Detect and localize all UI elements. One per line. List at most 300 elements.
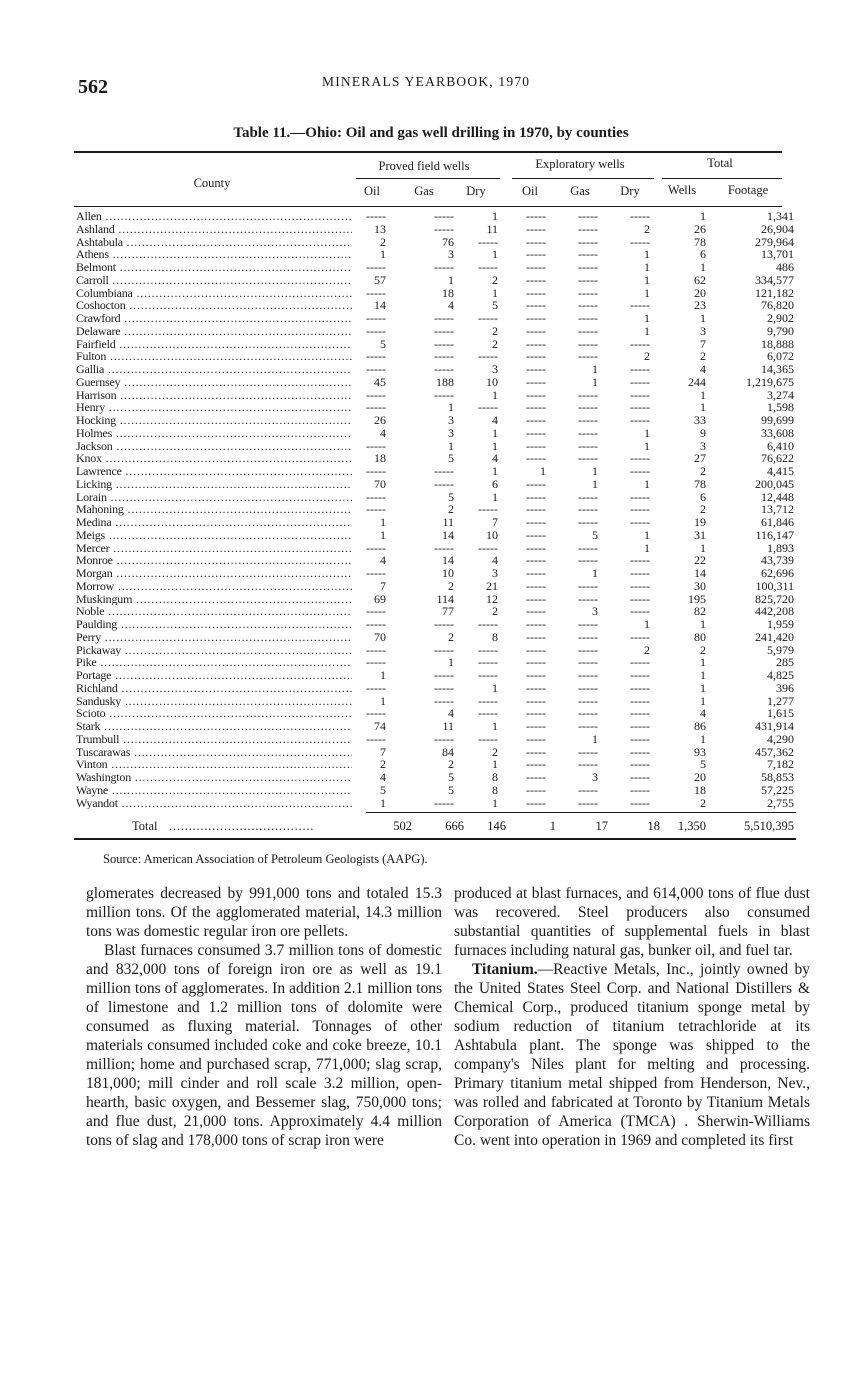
cell-footage: 57,225 bbox=[761, 782, 794, 797]
header-exp-gas: Gas bbox=[570, 184, 590, 198]
table-row bbox=[74, 491, 796, 504]
cell-exp-dry: 1 bbox=[644, 425, 650, 440]
cell-oil: 4 bbox=[380, 425, 386, 440]
cell-exp-oil: ----- bbox=[526, 629, 546, 644]
cell-footage: 9,790 bbox=[767, 323, 794, 338]
cell-exp-gas: 1 bbox=[592, 476, 598, 491]
cell-dry: ----- bbox=[478, 693, 498, 708]
cell-exp-oil: ----- bbox=[526, 757, 546, 772]
cell-exp-gas: ----- bbox=[578, 515, 598, 529]
cell-oil: ----- bbox=[366, 731, 386, 746]
header-exp-oil: Oil bbox=[522, 184, 538, 198]
cell-exp-oil: ----- bbox=[526, 400, 546, 415]
cell-exp-dry: ----- bbox=[630, 706, 650, 721]
cell-exp-gas: ----- bbox=[578, 413, 598, 427]
cell-oil: ----- bbox=[366, 387, 386, 402]
cell-exp-gas: 1 bbox=[592, 731, 598, 746]
county-name: Harrison ..... bbox=[76, 389, 352, 402]
cell-wells: 4 bbox=[700, 706, 706, 721]
cell-oil: 1 bbox=[380, 247, 386, 262]
county-name: Trumbull ..... bbox=[76, 733, 352, 746]
cell-dry: 2 bbox=[492, 272, 498, 287]
cell-dry: 3 bbox=[492, 566, 498, 580]
cell-wells: 86 bbox=[694, 719, 706, 733]
cell-dry: 2 bbox=[492, 336, 498, 351]
cell-footage: 121,182 bbox=[755, 285, 794, 300]
cell-exp-gas: ----- bbox=[578, 425, 598, 440]
cell-wells: 20 bbox=[694, 770, 706, 784]
cell-gas: ----- bbox=[434, 795, 454, 810]
cell-exp-dry: ----- bbox=[630, 591, 650, 606]
cell-exp-oil: ----- bbox=[526, 706, 546, 721]
cell-gas: 5 bbox=[448, 770, 454, 784]
table-row bbox=[74, 593, 796, 606]
cell-exp-dry: 1 bbox=[644, 476, 650, 491]
cell-gas: ----- bbox=[434, 349, 454, 364]
cell-gas: 188 bbox=[436, 374, 454, 389]
county-name: Tuscarawas ..... bbox=[76, 746, 352, 759]
cell-footage: 76,820 bbox=[761, 298, 794, 313]
total-exp-gas: 17 bbox=[595, 819, 608, 833]
cell-exp-dry: ----- bbox=[630, 336, 650, 351]
county-name: Perry ..... bbox=[76, 631, 352, 644]
cell-wells: 7 bbox=[700, 336, 706, 351]
cell-exp-gas: ----- bbox=[578, 578, 598, 593]
cell-exp-dry: ----- bbox=[630, 387, 650, 402]
cell-gas: ----- bbox=[434, 476, 454, 491]
cell-gas: ----- bbox=[434, 464, 454, 478]
table-row bbox=[74, 720, 796, 733]
county-name: Fairfield ..... bbox=[76, 338, 352, 351]
cell-exp-dry: ----- bbox=[630, 209, 650, 223]
cell-exp-gas: ----- bbox=[578, 451, 598, 466]
cell-exp-gas: ----- bbox=[578, 311, 598, 325]
cell-gas: 3 bbox=[448, 425, 454, 440]
cell-exp-dry: ----- bbox=[630, 693, 650, 708]
cell-wells: 2 bbox=[700, 349, 706, 364]
cell-footage: 12,448 bbox=[761, 489, 794, 504]
cell-gas: 1 bbox=[448, 272, 454, 287]
county-name: Medina ..... bbox=[76, 516, 352, 529]
cell-wells: 3 bbox=[700, 438, 706, 453]
cell-dry: 10 bbox=[486, 374, 498, 389]
cell-dry: ----- bbox=[478, 655, 498, 670]
county-name: Wyandot ..... bbox=[76, 797, 352, 810]
county-name: Monroe ..... bbox=[76, 554, 352, 567]
table-title: Table 11.—Ohio: Oil and gas well drilling in 1970, by counties bbox=[233, 125, 629, 141]
county-name: Muskingum ..... bbox=[76, 593, 352, 606]
cell-footage: 4,290 bbox=[767, 731, 794, 746]
cell-exp-gas: ----- bbox=[578, 719, 598, 733]
cell-dry: ----- bbox=[478, 349, 498, 364]
table-row bbox=[74, 261, 796, 274]
cell-exp-oil: ----- bbox=[526, 476, 546, 491]
cell-exp-dry: ----- bbox=[630, 362, 650, 376]
cell-oil: ----- bbox=[366, 489, 386, 504]
cell-dry: ----- bbox=[478, 234, 498, 249]
cell-wells: 4 bbox=[700, 362, 706, 376]
table-row bbox=[74, 631, 796, 644]
cell-exp-oil: ----- bbox=[526, 234, 546, 249]
cell-footage: 1,341 bbox=[767, 209, 794, 223]
cell-gas: 1 bbox=[448, 655, 454, 670]
cell-exp-oil: ----- bbox=[526, 642, 546, 657]
cell-wells: 22 bbox=[694, 553, 706, 568]
cell-exp-gas: ----- bbox=[578, 489, 598, 504]
county-name: Pike ..... bbox=[76, 656, 352, 669]
cell-dry: ----- bbox=[478, 502, 498, 517]
table-row bbox=[74, 312, 796, 325]
cell-exp-dry: ----- bbox=[630, 770, 650, 784]
cell-exp-oil: ----- bbox=[526, 438, 546, 453]
cell-exp-gas: ----- bbox=[578, 693, 598, 708]
cell-gas: ----- bbox=[434, 668, 454, 682]
cell-oil: ----- bbox=[366, 680, 386, 695]
cell-dry: 7 bbox=[492, 515, 498, 529]
cell-wells: 1 bbox=[700, 731, 706, 746]
cell-footage: 58,853 bbox=[761, 770, 794, 784]
cell-dry: 1 bbox=[492, 285, 498, 300]
cell-exp-oil: ----- bbox=[526, 349, 546, 364]
cell-oil: ----- bbox=[366, 362, 386, 376]
cell-gas: 84 bbox=[442, 744, 454, 759]
table-row bbox=[74, 669, 796, 682]
right-paragraph-1: produced at blast furnaces, and 614,000 tons of flue dust was recovered. Steel producers also consumed substantial quantities of supplemental fuels in blast furnaces including natural gas, bunker oil, and fuel tar. bbox=[454, 885, 810, 959]
table-row bbox=[74, 529, 796, 542]
cell-exp-oil: ----- bbox=[526, 668, 546, 682]
cell-gas: ----- bbox=[434, 642, 454, 657]
cell-wells: 26 bbox=[694, 221, 706, 236]
cell-gas: ----- bbox=[434, 693, 454, 708]
cell-exp-dry: 2 bbox=[644, 349, 650, 364]
cell-wells: 31 bbox=[694, 527, 706, 542]
cell-exp-gas: ----- bbox=[578, 285, 598, 300]
cell-exp-oil: ----- bbox=[526, 387, 546, 402]
cell-exp-gas: ----- bbox=[578, 591, 598, 606]
cell-exp-oil: ----- bbox=[526, 770, 546, 784]
cell-gas: 76 bbox=[442, 234, 454, 249]
cell-footage: 334,577 bbox=[755, 272, 794, 287]
cell-dry: ----- bbox=[478, 668, 498, 682]
cell-dry: 11 bbox=[486, 221, 498, 236]
cell-footage: 43,739 bbox=[761, 553, 794, 568]
cell-exp-gas: 1 bbox=[592, 362, 598, 376]
cell-gas: 1 bbox=[448, 438, 454, 453]
cell-oil: ----- bbox=[366, 617, 386, 631]
cell-exp-dry: 1 bbox=[644, 285, 650, 300]
cell-oil: 1 bbox=[380, 515, 386, 529]
cell-exp-gas: ----- bbox=[578, 247, 598, 262]
county-name: Belmont ..... bbox=[76, 261, 352, 274]
cell-wells: 1 bbox=[700, 387, 706, 402]
cell-exp-oil: ----- bbox=[526, 272, 546, 287]
cell-dry: 1 bbox=[492, 795, 498, 810]
cell-oil: 45 bbox=[374, 374, 386, 389]
cell-exp-oil: ----- bbox=[526, 362, 546, 376]
cell-exp-gas: ----- bbox=[578, 349, 598, 364]
table-row bbox=[74, 363, 796, 376]
cell-footage: 825,720 bbox=[755, 591, 794, 606]
cell-oil: ----- bbox=[366, 400, 386, 415]
table-row bbox=[74, 784, 796, 797]
cell-wells: 33 bbox=[694, 413, 706, 427]
total-footage: 5,510,395 bbox=[744, 819, 794, 833]
cell-footage: 7,182 bbox=[767, 757, 794, 772]
cell-exp-oil: ----- bbox=[526, 515, 546, 529]
cell-dry: 21 bbox=[486, 578, 498, 593]
table-row bbox=[74, 746, 796, 759]
cell-gas: 1 bbox=[448, 400, 454, 415]
county-name: Licking ..... bbox=[76, 478, 352, 491]
cell-exp-gas: ----- bbox=[578, 234, 598, 249]
cell-oil: ----- bbox=[366, 464, 386, 478]
cell-oil: 57 bbox=[374, 272, 386, 287]
cell-exp-oil: ----- bbox=[526, 795, 546, 810]
cell-exp-gas: 5 bbox=[592, 527, 598, 542]
cell-exp-gas: ----- bbox=[578, 209, 598, 223]
cell-exp-gas: ----- bbox=[578, 221, 598, 236]
county-name: Morgan ..... bbox=[76, 567, 352, 580]
table-row bbox=[74, 274, 796, 287]
cell-exp-dry: ----- bbox=[630, 400, 650, 415]
cell-dry: 2 bbox=[492, 604, 498, 619]
cell-exp-dry: 1 bbox=[644, 438, 650, 453]
cell-exp-gas: ----- bbox=[578, 540, 598, 555]
cell-exp-oil: ----- bbox=[526, 502, 546, 517]
cell-exp-oil: ----- bbox=[526, 578, 546, 593]
cell-exp-dry: ----- bbox=[630, 578, 650, 593]
cell-exp-gas: ----- bbox=[578, 502, 598, 517]
table-row bbox=[74, 503, 796, 516]
cell-dry: ----- bbox=[478, 540, 498, 555]
cell-footage: 18,888 bbox=[761, 336, 794, 351]
cell-wells: 6 bbox=[700, 247, 706, 262]
county-name: Allen ..... bbox=[76, 210, 352, 223]
cell-gas: ----- bbox=[434, 680, 454, 695]
cell-exp-gas: ----- bbox=[578, 757, 598, 772]
table-row bbox=[74, 516, 796, 529]
cell-dry: 4 bbox=[492, 451, 498, 466]
table-row bbox=[74, 376, 796, 389]
cell-exp-dry: 1 bbox=[644, 617, 650, 631]
cell-footage: 61,846 bbox=[761, 515, 794, 529]
county-name: Delaware ..... bbox=[76, 325, 352, 338]
cell-footage: 33,608 bbox=[761, 425, 794, 440]
table-row bbox=[74, 210, 796, 223]
cell-exp-gas: ----- bbox=[578, 617, 598, 631]
table-row bbox=[74, 440, 796, 453]
cell-exp-gas: ----- bbox=[578, 680, 598, 695]
cell-wells: 1 bbox=[700, 680, 706, 695]
cell-exp-oil: ----- bbox=[526, 209, 546, 223]
total-dry: 146 bbox=[487, 819, 506, 833]
cell-footage: 76,622 bbox=[761, 451, 794, 466]
cell-footage: 6,410 bbox=[767, 438, 794, 453]
cell-gas: ----- bbox=[434, 209, 454, 223]
table-row bbox=[74, 567, 796, 580]
cell-exp-gas: ----- bbox=[578, 438, 598, 453]
cell-gas: ----- bbox=[434, 617, 454, 631]
county-name: Carroll ..... bbox=[76, 274, 352, 287]
table-row bbox=[74, 401, 796, 414]
cell-footage: 1,598 bbox=[767, 400, 794, 415]
cell-exp-gas: ----- bbox=[578, 298, 598, 313]
table-source-note: Source: American Association of Petroleum Geologists (AAPG). bbox=[103, 852, 428, 866]
cell-exp-dry: ----- bbox=[630, 502, 650, 517]
county-name: Wayne ..... bbox=[76, 784, 352, 797]
cell-footage: 1,893 bbox=[767, 540, 794, 555]
cell-footage: 1,219,675 bbox=[746, 374, 794, 389]
cell-exp-oil: ----- bbox=[526, 719, 546, 733]
cell-gas: 77 bbox=[442, 604, 454, 619]
cell-exp-dry: 2 bbox=[644, 642, 650, 657]
county-name: Scioto ..... bbox=[76, 707, 352, 720]
cell-gas: ----- bbox=[434, 323, 454, 338]
cell-exp-oil: ----- bbox=[526, 285, 546, 300]
table-body bbox=[74, 210, 796, 809]
cell-oil: 69 bbox=[374, 591, 386, 606]
cell-exp-dry: ----- bbox=[630, 234, 650, 249]
header-gas: Gas bbox=[414, 184, 434, 198]
cell-exp-gas: ----- bbox=[578, 744, 598, 759]
cell-wells: 14 bbox=[694, 566, 706, 580]
group-rule-proved bbox=[356, 178, 500, 179]
cell-wells: 1 bbox=[700, 260, 706, 274]
cell-exp-dry: ----- bbox=[630, 680, 650, 695]
table-row bbox=[74, 465, 796, 478]
cell-oil: ----- bbox=[366, 209, 386, 223]
cell-oil: ----- bbox=[366, 323, 386, 338]
cell-wells: 6 bbox=[700, 489, 706, 504]
cell-exp-oil: ----- bbox=[526, 566, 546, 580]
right-column-text bbox=[454, 884, 810, 1150]
county-name: Henry ..... bbox=[76, 401, 352, 414]
titanium-heading: Titanium. bbox=[472, 961, 538, 978]
cell-gas: 18 bbox=[442, 285, 454, 300]
cell-oil: 5 bbox=[380, 336, 386, 351]
cell-exp-oil: ----- bbox=[526, 336, 546, 351]
cell-exp-dry: ----- bbox=[630, 744, 650, 759]
cell-gas: 11 bbox=[442, 719, 454, 733]
cell-exp-oil: ----- bbox=[526, 655, 546, 670]
cell-exp-gas: ----- bbox=[578, 260, 598, 274]
cell-exp-dry: 1 bbox=[644, 272, 650, 287]
total-exp-dry: 18 bbox=[647, 819, 660, 833]
county-name: Lorain ..... bbox=[76, 491, 352, 504]
cell-exp-oil: ----- bbox=[526, 260, 546, 274]
table-row bbox=[74, 554, 796, 567]
cell-exp-dry: ----- bbox=[630, 655, 650, 670]
cell-wells: 27 bbox=[694, 451, 706, 466]
cell-gas: 11 bbox=[442, 515, 454, 529]
header-proved-field-wells: Proved field wells bbox=[378, 159, 470, 173]
cell-exp-dry: ----- bbox=[630, 719, 650, 733]
table-row bbox=[74, 707, 796, 720]
cell-gas: 3 bbox=[448, 413, 454, 427]
cell-oil: 1 bbox=[380, 693, 386, 708]
cell-exp-dry: ----- bbox=[630, 604, 650, 619]
cell-footage: 5,979 bbox=[767, 642, 794, 657]
cell-gas: 10 bbox=[442, 566, 454, 580]
cell-gas: 14 bbox=[442, 553, 454, 568]
cell-exp-oil: ----- bbox=[526, 413, 546, 427]
table-row bbox=[74, 414, 796, 427]
county-name: Sandusky ..... bbox=[76, 695, 352, 708]
cell-exp-dry: ----- bbox=[630, 515, 650, 529]
cell-gas: ----- bbox=[434, 221, 454, 236]
table-row bbox=[74, 580, 796, 593]
cell-exp-oil: ----- bbox=[526, 617, 546, 631]
county-name: Columbiana ..... bbox=[76, 287, 352, 300]
county-name: Morrow ..... bbox=[76, 580, 352, 593]
cell-oil: ----- bbox=[366, 642, 386, 657]
cell-gas: ----- bbox=[434, 387, 454, 402]
cell-oil: 7 bbox=[380, 578, 386, 593]
cell-exp-dry: ----- bbox=[630, 489, 650, 504]
cell-exp-dry: ----- bbox=[630, 553, 650, 568]
cell-exp-gas: ----- bbox=[578, 272, 598, 287]
total-row bbox=[74, 818, 796, 834]
cell-dry: 1 bbox=[492, 247, 498, 262]
table-bottom-rule bbox=[74, 838, 796, 840]
header-exploratory-wells: Exploratory wells bbox=[535, 157, 625, 171]
titanium-text: —Reactive Metals, Inc., jointly owned by the United States Steel Corp. and National Distillers & Chemical Corp., produced titanium sponge metal by sodium reduction of titanium tetrachloride at its Ashtabula plant. The sponge was shipped to the company's Niles plant for melting and processing. Primary titanium metal shipped from Henderson, Nev., was rolled and fabricated at Toronto by Titanium Metals Corporation of America (TMCA) . Sherwin-Williams Co. went into operation in 1969 and completed its first bbox=[454, 961, 810, 1149]
cell-wells: 5 bbox=[700, 757, 706, 772]
cell-dry: ----- bbox=[478, 617, 498, 631]
table-row bbox=[74, 682, 796, 695]
cell-exp-oil: ----- bbox=[526, 425, 546, 440]
cell-exp-gas: 1 bbox=[592, 566, 598, 580]
county-name: Gallia ..... bbox=[76, 363, 352, 376]
cell-gas: 114 bbox=[436, 591, 454, 606]
cell-footage: 2,902 bbox=[767, 311, 794, 325]
cell-exp-oil: ----- bbox=[526, 374, 546, 389]
cell-exp-gas: 1 bbox=[592, 374, 598, 389]
cell-oil: 2 bbox=[380, 234, 386, 249]
table-row bbox=[74, 325, 796, 338]
cell-wells: 1 bbox=[700, 668, 706, 682]
page-number: 562 bbox=[78, 76, 108, 98]
cell-gas: ----- bbox=[434, 336, 454, 351]
cell-footage: 1,959 bbox=[767, 617, 794, 631]
cell-wells: 19 bbox=[694, 515, 706, 529]
cell-wells: 20 bbox=[694, 285, 706, 300]
cell-oil: ----- bbox=[366, 349, 386, 364]
cell-wells: 244 bbox=[688, 374, 706, 389]
cell-exp-oil: ----- bbox=[526, 731, 546, 746]
county-name: Athens ..... bbox=[76, 248, 352, 261]
cell-oil: 4 bbox=[380, 770, 386, 784]
county-name: Richland ..... bbox=[76, 682, 352, 695]
cell-exp-gas: ----- bbox=[578, 400, 598, 415]
cell-dry: ----- bbox=[478, 642, 498, 657]
cell-oil: 70 bbox=[374, 629, 386, 644]
cell-footage: 241,420 bbox=[755, 629, 794, 644]
cell-dry: 12 bbox=[486, 591, 498, 606]
cell-gas: 2 bbox=[448, 578, 454, 593]
cell-wells: 82 bbox=[694, 604, 706, 619]
total-top-rule bbox=[366, 812, 796, 813]
cell-gas: 3 bbox=[448, 247, 454, 262]
cell-footage: 486 bbox=[776, 260, 794, 274]
table-row bbox=[74, 478, 796, 491]
cell-exp-dry: ----- bbox=[630, 374, 650, 389]
cell-footage: 62,696 bbox=[761, 566, 794, 580]
county-name: Jackson ..... bbox=[76, 440, 352, 453]
table-row bbox=[74, 236, 796, 249]
cell-dry: 3 bbox=[492, 362, 498, 376]
cell-dry: 1 bbox=[492, 387, 498, 402]
